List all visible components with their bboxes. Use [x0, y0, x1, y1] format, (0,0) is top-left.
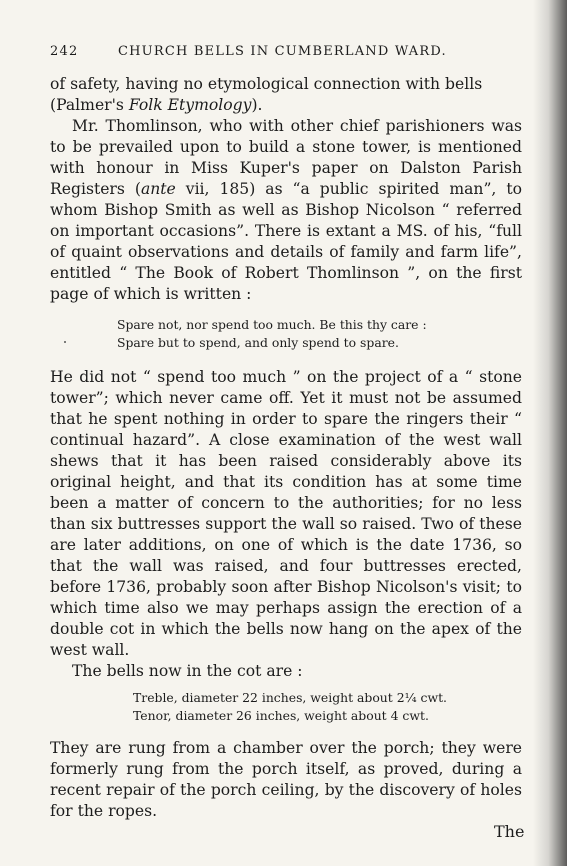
paragraph-ringing: They are rung from a chamber over the porch; they were formerly rung from the porch itself, as proved, during a recent repair of the porch ceiling, by the discovery of holes for the ropes. — [50, 739, 522, 820]
margin-dot — [64, 341, 66, 343]
p1-line2-end: ). — [251, 96, 263, 114]
paragraph-continuation — [50, 74, 522, 116]
bell-tenor: Tenor, diameter 26 inches, weight about 4 cwt. — [133, 708, 429, 723]
page-number: 242 — [50, 44, 79, 59]
bell-treble: Treble, diameter 22 inches, weight about 2¼ cwt. — [133, 690, 448, 705]
page-header — [50, 44, 520, 64]
paragraph-west-wall: He did not “ spend too much ” on the project of a “ stone tower”; which never came off. Yet it must not be assumed that he spent nothing in order to spare the ringers their “ continual hazard”. A close examination of the west wall shews that it has been raised considerably above its original height, and that its condition has at some time been a matter of concern to the authorities; for no less than six buttresses support the wall so raised. Two of these are later additions, on one of which is the date 1736, so that the wall was raised, and four buttresses erected, before 1736, probably soon after Bishop Nicolson's visit; to which time also we may perhaps assign the erection of a double cot in which the bells now hang on the apex of the west wall. — [50, 368, 522, 659]
paragraph-thomlinson — [50, 116, 522, 305]
bells-list — [133, 689, 447, 725]
p1-line2-start: (Palmer's — [50, 96, 129, 114]
paragraph-bells-intro: The bells now in the cot are : — [72, 662, 303, 680]
book-title-italic: Folk Etymology — [128, 96, 252, 114]
text-block-bottom — [50, 738, 522, 822]
verse-quote — [117, 316, 427, 352]
catchword: The — [494, 822, 525, 841]
p1-line1: of safety, having no etymological connection with bells — [50, 75, 483, 93]
verse-line-1: Spare not, nor spend too much. Be this thy care : — [117, 317, 427, 332]
page-edge-shadow — [533, 0, 567, 866]
text-block-middle — [50, 367, 522, 682]
verse-line-2: Spare but to spend, and only spend to spare. — [117, 335, 399, 350]
text-block-top — [50, 74, 522, 305]
p2-start: Mr. Thomlinson, who with other chief parishioners was to be prevailed upon to build a stone tower, is mentioned with honour in Miss Kuper's paper on Dalston Parish Registers ( — [50, 117, 522, 198]
running-head: CHURCH BELLS IN CUMBERLAND WARD. — [118, 44, 447, 59]
ante-italic: ante — [140, 180, 176, 198]
p2-end: vii, 185) as “a public spirited man”, to whom Bishop Smith as well as Bishop Nicolson “ referred on important occasions”. There is extant a MS. of his, “full of quaint observations and details of family and farm life”, entitled “ The Book of Robert Thomlinson ”, on the first page of which is written : — [50, 180, 522, 303]
